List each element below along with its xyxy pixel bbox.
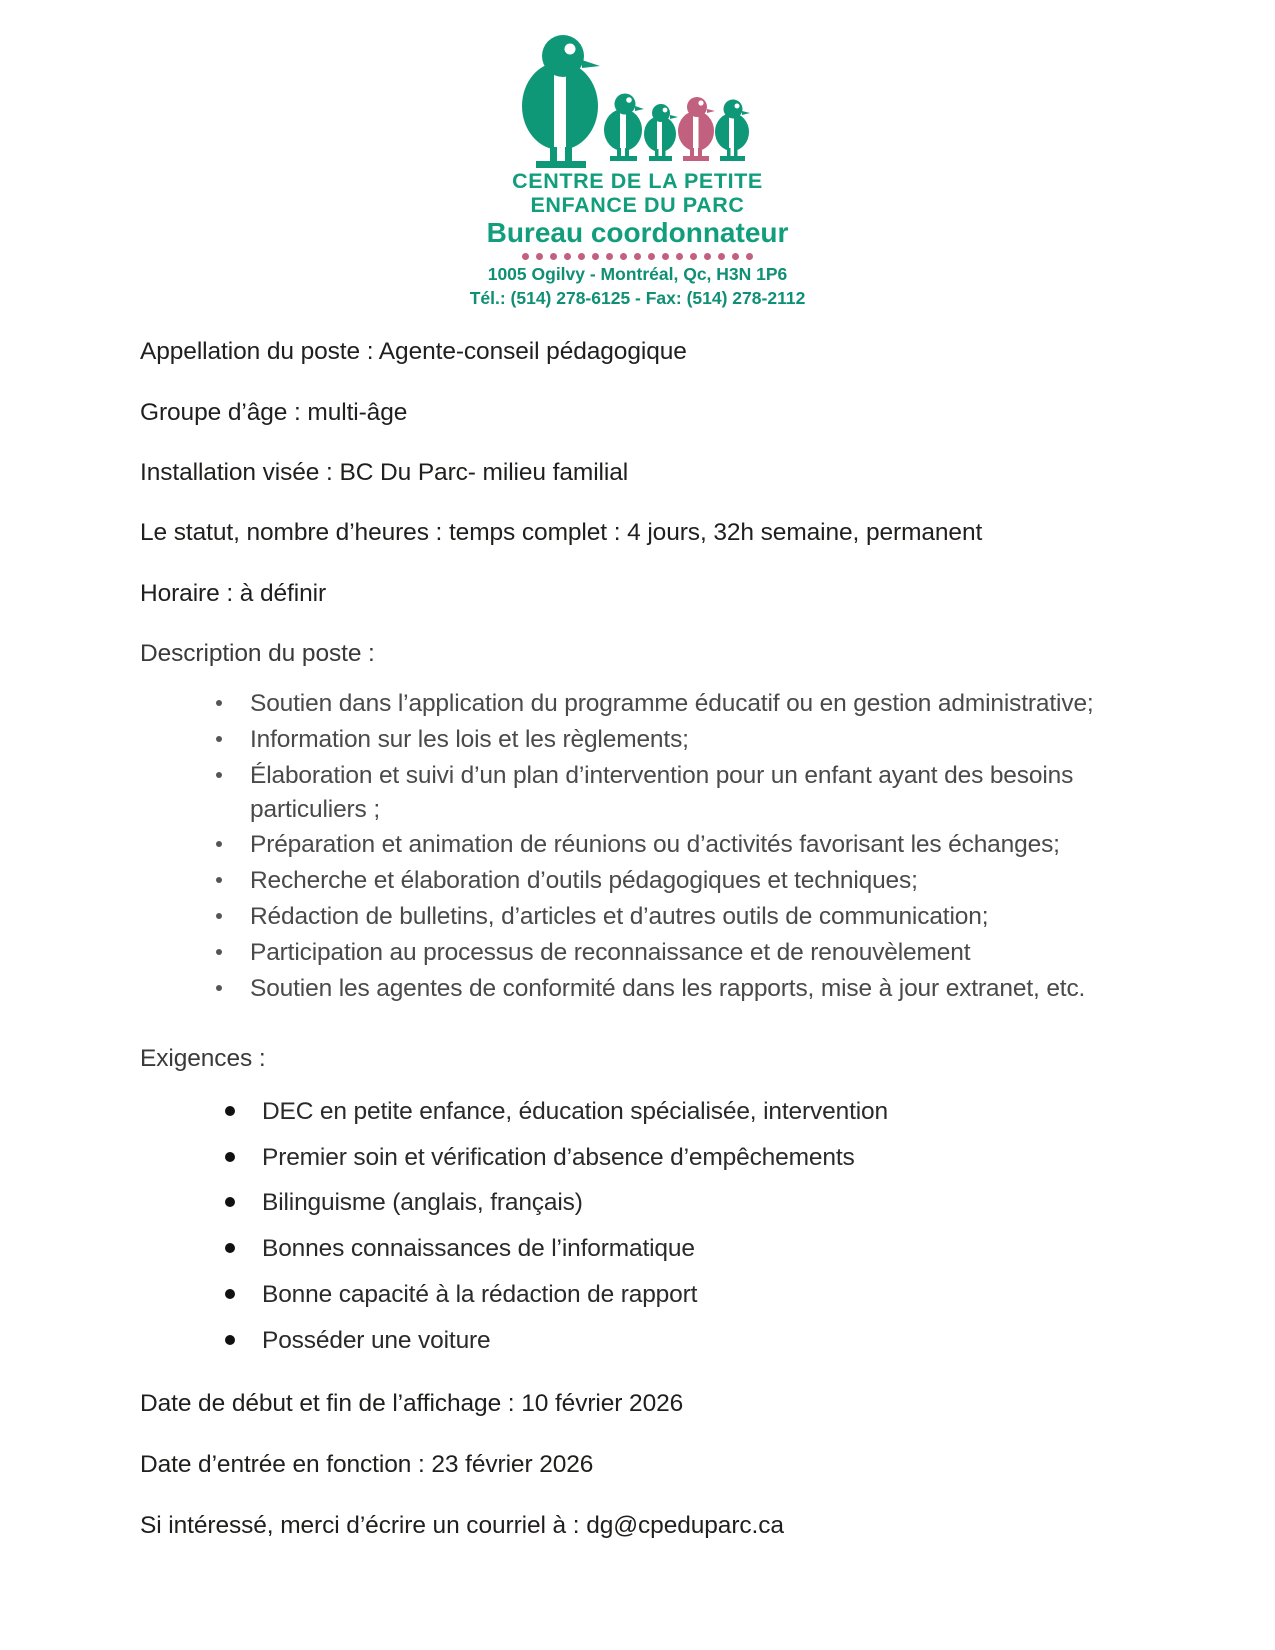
org-address: 1005 Ogilvy - Montréal, Qc, H3N 1P6 (487, 263, 788, 284)
status-hours-line: Le statut, nombre d’heures : temps complet : 4 jours, 32h semaine, permanent (140, 519, 983, 547)
list-item-text: Information sur les lois et les règlements; (250, 726, 689, 754)
bullet-icon (225, 1106, 235, 1116)
list-item (218, 1232, 1180, 1266)
requirements-heading: Exigences : (140, 1045, 266, 1073)
list-item (208, 723, 1150, 757)
letterhead (0, 0, 1275, 310)
list-item (208, 864, 1150, 898)
job-title-line: Appellation du poste : Agente-conseil pédagogique (140, 338, 687, 366)
bullet-icon (225, 1197, 235, 1207)
list-item (208, 972, 1150, 1006)
bullet-icon (216, 772, 222, 778)
list-item-text: Soutien dans l’application du programme éducatif ou en gestion administrative; (250, 690, 1094, 718)
list-item-text: Participation au processus de reconnaissance et de renouvèlement (250, 938, 971, 966)
contact-line: Si intéressé, merci d’écrire un courriel à : dg@cpeduparc.ca (140, 1512, 784, 1540)
bullet-icon (216, 985, 222, 991)
dotted-divider (522, 253, 753, 260)
bullet-icon (225, 1335, 235, 1345)
schedule-line: Horaire : à définir (140, 579, 327, 607)
list-item (208, 828, 1150, 862)
list-item-text: Posséder une voiture (262, 1326, 491, 1354)
posting-dates-line: Date de début et fin de l’affichage : 10 février 2026 (140, 1389, 684, 1417)
list-item (208, 687, 1150, 721)
list-item-text: Élaboration et suivi d’un plan d’intervention pour un enfant ayant des besoins particuliers ; (250, 761, 1074, 823)
org-name-line2: ENFANCE DU PARC (530, 193, 745, 218)
bullet-icon (216, 841, 222, 847)
list-item (218, 1324, 1180, 1358)
list-item-text: Soutien les agentes de conformité dans les rapports, mise à jour extranet, etc. (250, 974, 1086, 1002)
list-item-text: Premier soin et vérification d’absence d’empêchements (262, 1143, 855, 1171)
list-item-text: Bilinguisme (anglais, français) (262, 1189, 583, 1217)
bullet-icon (216, 877, 222, 883)
list-item-text: Bonne capacité à la rédaction de rapport (262, 1281, 698, 1309)
list-item (218, 1186, 1180, 1220)
bullet-icon (225, 1289, 235, 1299)
description-list (208, 687, 1150, 1005)
birds-family-logo-icon (508, 34, 768, 169)
list-item (208, 936, 1150, 970)
list-item-text: Bonnes connaissances de l’informatique (262, 1235, 695, 1263)
org-phone: Tél.: (514) 278-6125 - Fax: (514) 278-2112 (469, 288, 806, 309)
list-item-text: Préparation et animation de réunions ou d’activités favorisant les échanges; (250, 831, 1060, 859)
description-heading: Description du poste : (140, 639, 375, 667)
org-subtitle: Bureau coordonnateur (486, 217, 789, 249)
bullet-icon (225, 1152, 235, 1162)
list-item (208, 759, 1150, 827)
list-item (218, 1278, 1180, 1312)
bullet-icon (216, 736, 222, 742)
list-item-text: Recherche et élaboration d’outils pédagogiques et techniques; (250, 867, 918, 895)
start-date-line: Date d’entrée en fonction : 23 février 2026 (140, 1450, 594, 1478)
list-item (208, 900, 1150, 934)
org-name-line1: CENTRE DE LA PETITE (512, 169, 763, 193)
closing-block (140, 1388, 1180, 1542)
requirements-list (218, 1095, 1180, 1358)
bullet-icon (216, 913, 222, 919)
list-item-text: Rédaction de bulletins, d’articles et d’autres outils de communication; (250, 903, 989, 931)
bullet-icon (225, 1243, 235, 1253)
list-item (218, 1095, 1180, 1129)
bullet-icon (216, 700, 222, 706)
location-line: Installation visée : BC Du Parc- milieu familial (140, 458, 629, 486)
list-item-text: DEC en petite enfance, éducation spécialisée, intervention (262, 1097, 888, 1125)
list-item (218, 1141, 1180, 1175)
job-posting-body (0, 336, 1275, 1542)
bullet-icon (216, 949, 222, 955)
age-group-line: Groupe d’âge : multi-âge (140, 398, 408, 426)
